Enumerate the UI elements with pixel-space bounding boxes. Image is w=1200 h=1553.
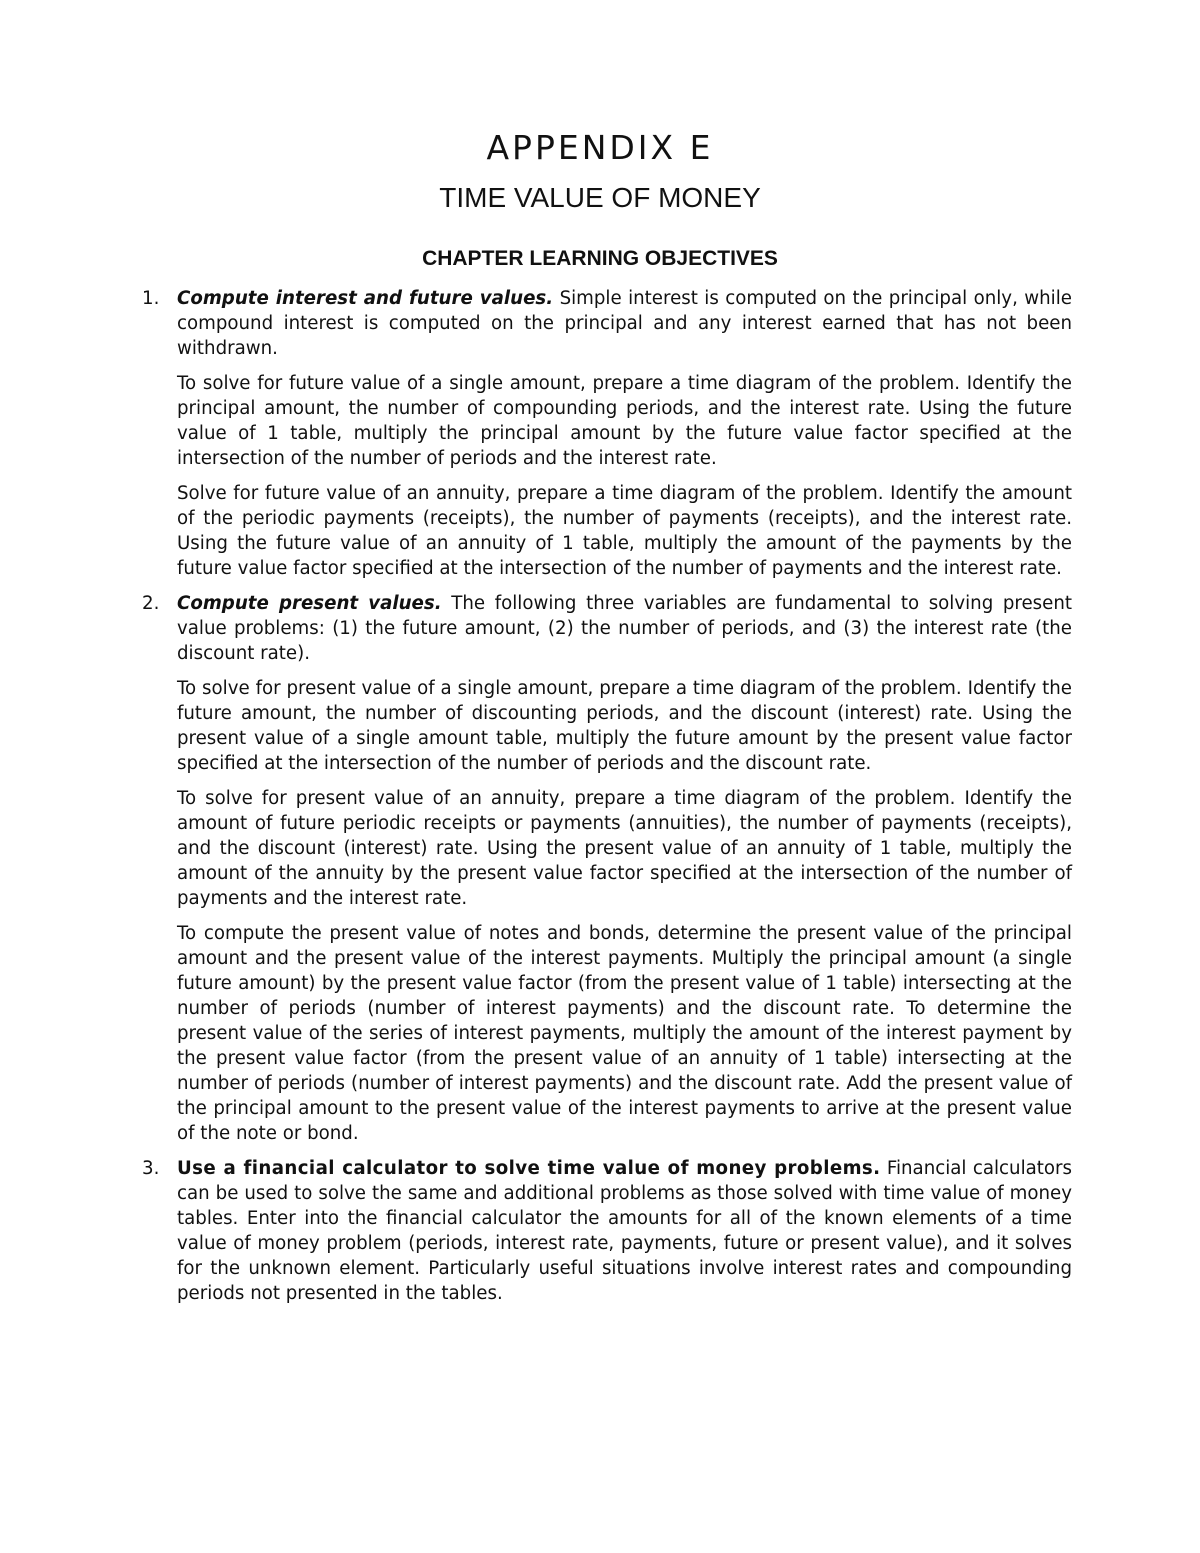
objective-paragraph: To solve for present value of an annuity, prepare a time diagram of the problem. Identify the amount of future periodic receipts or payments (annuities), the number of payments (receipts), and the discount (interest) rate. Using the present value of an annuity of 1 table, multiply the amount of the annuity by the present value factor specified at the intersection of the number of payments and the interest rate.	[177, 788, 1072, 909]
section-heading: CHAPTER LEARNING OBJECTIVES	[422, 247, 778, 270]
objective-paragraph	[177, 591, 1072, 666]
objective-paragraph: To solve for present value of a single amount, prepare a time diagram of the problem. Identify the future amount, the number of discounting periods, and the discount (interest) rate. Using the present value of a single amount table, multiply the future amount by the present value factor specified at the intersection of the number of periods and the discount rate.	[177, 678, 1072, 774]
objective-number: 1.	[142, 288, 160, 309]
objective-heading: Compute interest and future values.	[177, 288, 554, 309]
objective-paragraph	[177, 286, 1072, 361]
objective-number: 3.	[142, 1158, 160, 1179]
objective-text: The following three variables are fundamental to solving present value problems: (1) the future amount, (2) the number of periods, and (3) the interest rate (the discount rate).	[177, 593, 1072, 664]
objective-paragraph: Solve for future value of an annuity, prepare a time diagram of the problem. Identify the amount of the periodic payments (receipts), the number of payments (receipts), and the interest rate. Using the future value of an annuity of 1 table, multiply the amount of the payments by the future value factor specified at the intersection of the number of payments and the interest rate.	[177, 483, 1072, 579]
objective-paragraph: To solve for future value of a single amount, prepare a time diagram of the problem. Identify the principal amount, the number of compounding periods, and the interest rate. Using the future value of 1 table, multiply the principal amount by the future value factor specified at the intersection of the number of periods and the interest rate.	[177, 373, 1072, 469]
chapter-title: TIME VALUE OF MONEY	[439, 182, 761, 213]
learning-objectives-list	[137, 286, 1072, 1316]
objective-item	[137, 286, 1072, 581]
objective-heading: Use a financial calculator to solve time value of money problems.	[177, 1158, 881, 1179]
objective-text: Financial calculators can be used to solve the same and additional problems as those solved with time value of money tables. Enter into the financial calculator the amounts for all of the known elements of a time value of money problem (periods, interest rate, payments, future or present value), and it solves for the unknown element. Particularly useful situations involve interest rates and compounding periods not presented in the tables.	[177, 1158, 1072, 1304]
objective-item	[137, 1156, 1072, 1306]
objective-paragraph: To compute the present value of notes and bonds, determine the present value of the principal amount and the present value of the interest payments. Multiply the principal amount (a single future amount) by the present value factor (from the present value of 1 table) intersecting at the number of periods (number of interest payments) and the discount rate. To determine the present value of the series of interest payments, multiply the amount of the interest payment by the present value factor (from the present value of an annuity of 1 table) intersecting at the number of periods (number of interest payments) and the discount rate. Add the present value of the principal amount to the present value of the interest payments to arrive at the present value of the note or bond.	[177, 923, 1072, 1144]
objective-paragraph	[177, 1156, 1072, 1306]
objective-text: Simple interest is computed on the principal only, while compound interest is computed on the principal and any interest earned that has not been withdrawn.	[177, 288, 1072, 359]
appendix-title: APPENDIX E	[486, 128, 714, 167]
objective-number: 2.	[142, 593, 160, 614]
objective-item	[137, 591, 1072, 1146]
objective-heading: Compute present values.	[177, 593, 442, 614]
